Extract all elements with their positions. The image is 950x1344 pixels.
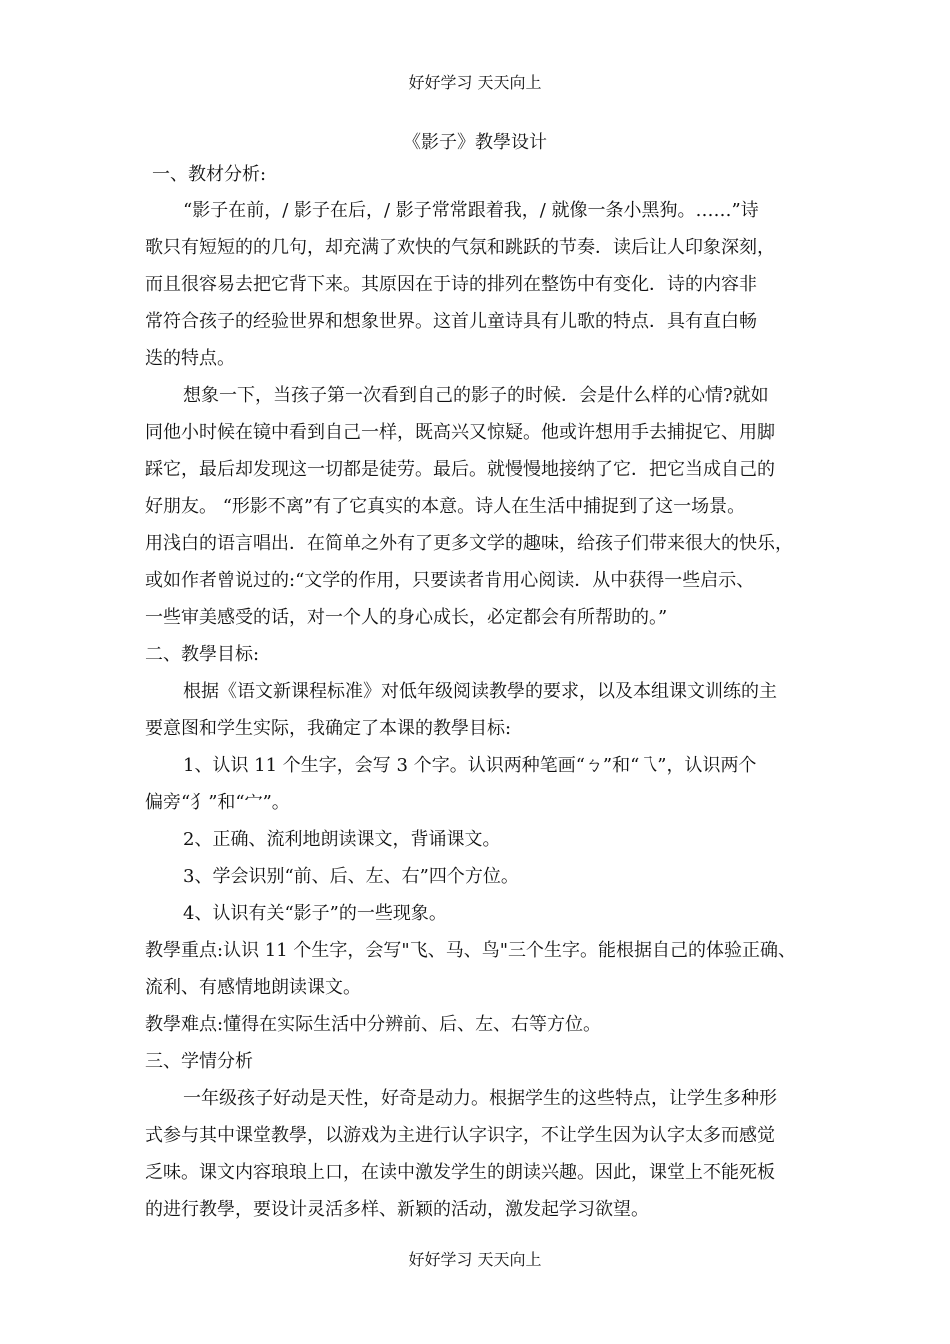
- paragraph-line: 根据《语文新课程标准》对低年级阅读教學的要求，以及本组课文训练的主: [183, 681, 777, 702]
- section-heading-2: 二、教學目标:: [145, 644, 260, 665]
- paragraph-line: 迭的特点。: [145, 348, 235, 369]
- paragraph-line: 想象一下，当孩子第一次看到自己的影子的时候．会是什么样的心情?就如: [183, 385, 769, 406]
- goal-item-1-cont: 偏旁“犭”和“宀”。: [145, 792, 290, 813]
- goal-item-3: 3、学会识别“前、后、左、右”四个方位。: [183, 866, 519, 887]
- paragraph-line: 同他小时候在镜中看到自己一样，既高兴又惊疑。他或许想用手去捕捉它、用脚: [145, 422, 775, 443]
- paragraph-line: 用浅白的语言唱出．在简单之外有了更多文学的趣味，给孩子们带来很大的快乐，: [145, 533, 793, 554]
- paragraph-line: 或如作者曾说过的:“文学的作用，只要读者肯用心阅读．从中获得一些启示、: [145, 570, 755, 591]
- paragraph-line: 常符合孩子的经验世界和想象世界。这首儿童诗具有儿歌的特点．具有直白畅: [145, 311, 757, 332]
- paragraph-line: 式参与其中课堂教學，以游戏为主进行认字识字，不让学生因为认字太多而感觉: [145, 1125, 775, 1146]
- difficult-points: 教學难点:懂得在实际生活中分辨前、后、左、右等方位。: [145, 1014, 602, 1035]
- paragraph-line: 要意图和学生实际，我确定了本课的教學目标:: [145, 718, 512, 739]
- key-points: 教學重点:认识 11 个生字，会写"飞、马、鸟"三个生字。能根据自己的体验正确、: [145, 940, 796, 961]
- paragraph-line: 歌只有短短的的几句，却充满了欢快的气氛和跳跃的节奏．读后让人印象深刻，: [145, 237, 775, 258]
- paragraph-line: 一年级孩子好动是天性，好奇是动力。根据学生的这些特点，让学生多种形: [183, 1088, 777, 1109]
- goal-item-2: 2、正确、流利地朗读课文，背诵课文。: [183, 829, 501, 850]
- page-header: 好好学习 天天向上: [408, 73, 542, 92]
- document-title: 《影子》教學设计: [403, 132, 547, 153]
- page-footer: 好好学习 天天向上: [408, 1250, 542, 1269]
- paragraph-line: 踩它，最后却发现这一切都是徒劳。最后。就慢慢地接纳了它．把它当成自己的: [145, 459, 775, 480]
- paragraph-line: 而且很容易去把它背下来。其原因在于诗的排列在整饬中有变化．诗的内容非: [145, 274, 757, 295]
- section-heading-3: 三、学情分析: [145, 1051, 253, 1072]
- paragraph-line: 一些审美感受的话，对一个人的身心成长，必定都会有所帮助的。”: [145, 607, 668, 628]
- paragraph-line: 乏味。课文内容琅琅上口，在读中激发学生的朗读兴趣。因此，课堂上不能死板: [145, 1162, 775, 1183]
- paragraph-line: 的进行教學，要设计灵活多样、新颖的活动，激发起学习欲望。: [145, 1199, 649, 1220]
- goal-item-4: 4、认识有关“影子”的一些现象。: [183, 903, 447, 924]
- section-heading-1: 一、教材分析:: [152, 164, 267, 185]
- paragraph-line: 好朋友。 “形影不离”有了它真实的本意。诗人在生活中捕捉到了这一场景。: [145, 496, 746, 517]
- paragraph-line: “影子在前，/ 影子在后，/ 影子常常跟着我，/ 就像一条小黑狗。……”诗: [183, 200, 759, 221]
- goal-item-1: 1、认识 11 个生字，会写 3 个字。认识两种笔画“ㄅ”和“乁”，认识两个: [183, 755, 757, 776]
- key-points-cont: 流利、有感情地朗读课文。: [145, 977, 361, 998]
